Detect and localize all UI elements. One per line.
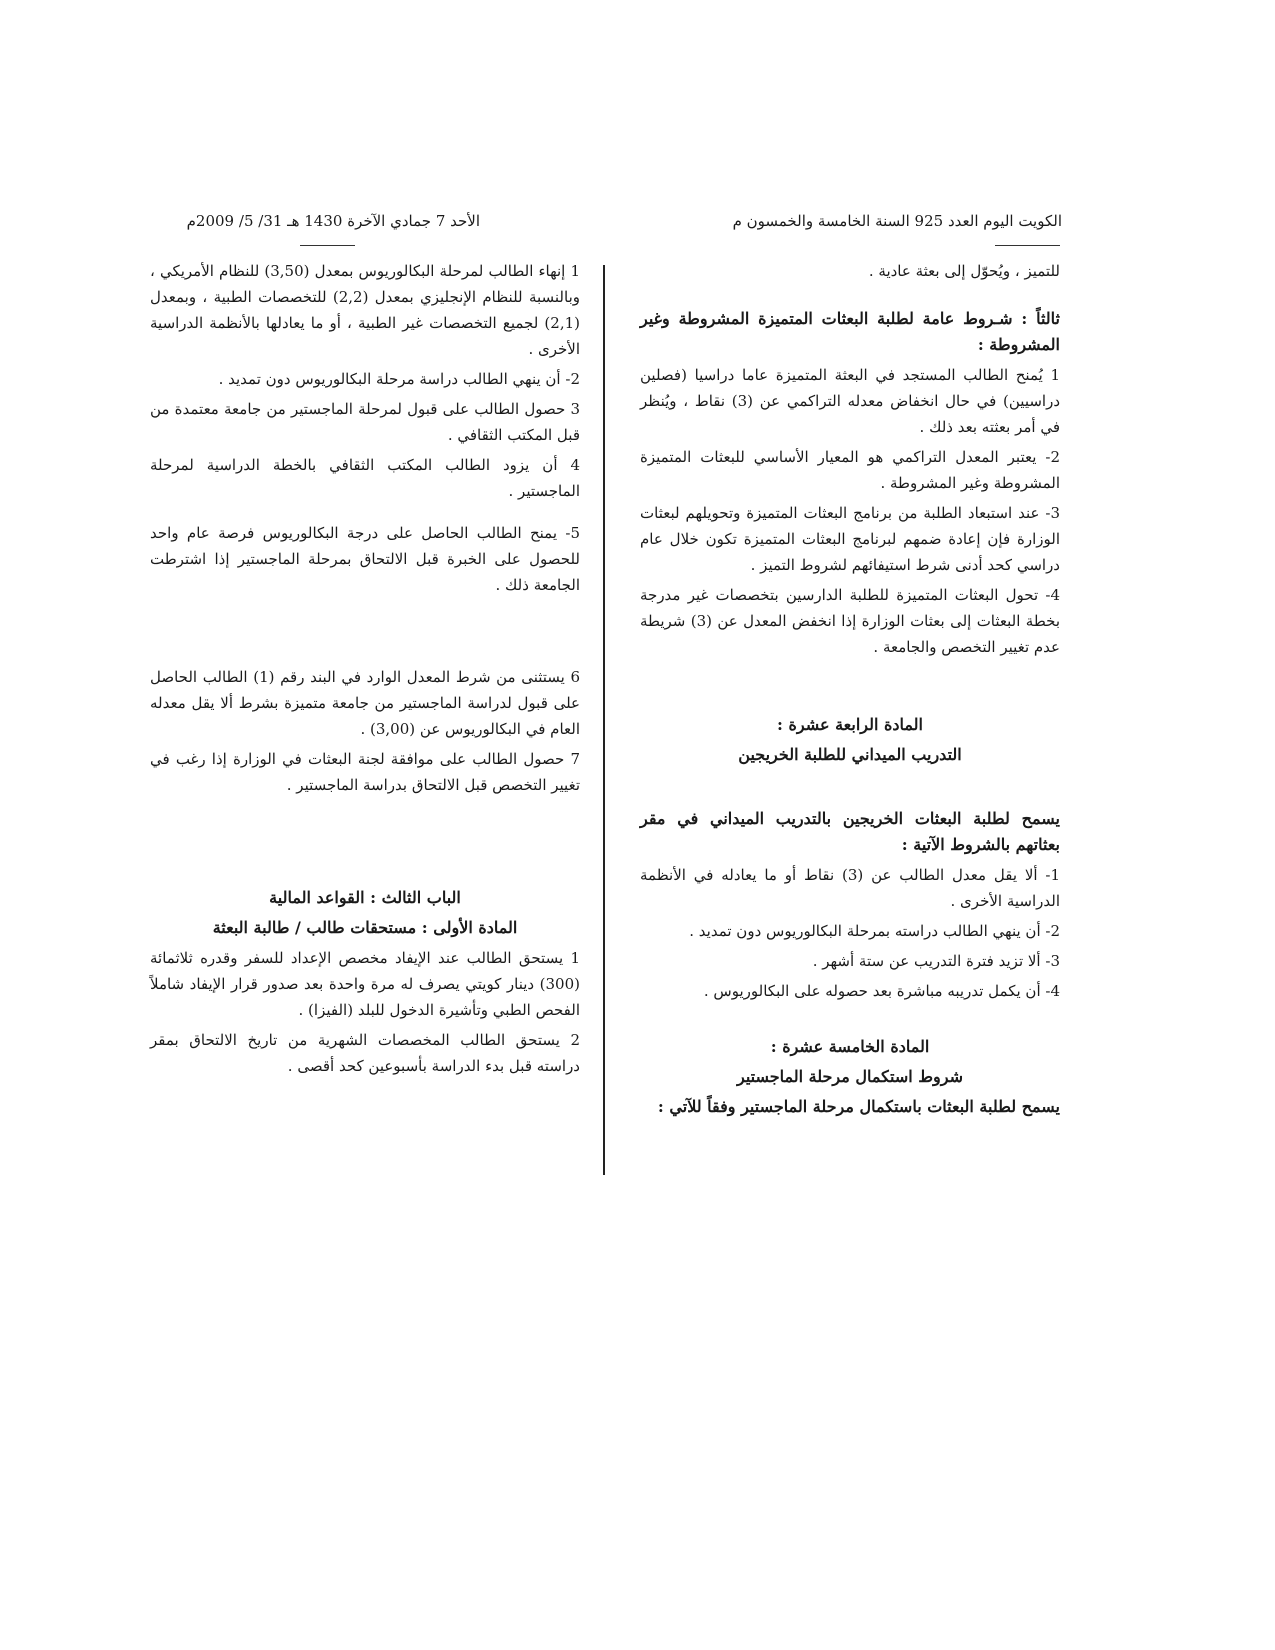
header-left: الأحد 7 جمادي الآخرة 1430 هـ 31/ 5/ 2009م — [186, 212, 480, 230]
header-underline-left — [300, 245, 355, 246]
article14-subtitle: التدريب الميداني للطلبة الخريجين — [738, 745, 962, 764]
chapter3-title: الباب الثالث : القواعد المالية — [269, 888, 461, 907]
financial-item-2: 2 يستحق الطالب المخصصات الشهرية من تاريخ الالتحاق بمقر دراسته قبل بدء الدراسة بأسبوعين كحد أقصى . — [150, 1031, 580, 1075]
left-column-top — [150, 258, 580, 602]
column-divider — [603, 265, 605, 1175]
header-underline-right — [995, 245, 1060, 246]
masters-condition-1: 1 إنهاء الطالب لمرحلة البكالوريوس بمعدل (3,50) للنظام الأمريكي ، وبالنسبة للنظام الإنجليزي بمعدل (2,2) للتخصصات الطبية ، وبمعدل (2,1) لجميع التخصصات غير الطبية ، أو ما يعادلها بالأنظمة الدراسية الأخرى . — [150, 262, 580, 358]
article14-intro: يسمح لطلبة البعثات الخريجين بالتدريب الميداني في مقر بعثاتهم بالشروط الآتية : — [640, 809, 1060, 854]
masters-condition-4: 4 أن يزود الطالب المكتب الثقافي بالخطة الدراسية لمرحلة الماجستير . — [150, 456, 580, 500]
section3-item-3: 3- عند استبعاد الطلبة من برنامج البعثات المتميزة وتحويلهم لبعثات الوزارة فإن إعادة ضمهم لبرنامج البعثات المتميزة تكون خلال عام دراسي كحد أدنى شرط استيفائهم لشروط التميز . — [640, 504, 1060, 574]
section3-item-4: 4- تحول البعثات المتميزة للطلبة الدارسين بتخصصات غير مدرجة بخطة البعثات إلى بعثات الوزارة إذا انخفض المعدل عن (3) شريطة عدم تغيير التخصص والجامعة . — [640, 586, 1060, 656]
article14-title: المادة الرابعة عشرة : — [777, 715, 923, 734]
article15-subtitle: شروط استكمال مرحلة الماجستير — [737, 1067, 963, 1086]
financial-item-1: 1 يستحق الطالب عند الإيفاد مخصص الإعداد للسفر وقدره ثلاثمائة (300) دينار كويتي يصرف له مرة واحدة بعد صدور قرار الإيفاد شاملاً الفحص الطبي وتأشيرة الدخول للبلد (الفيزا) . — [150, 949, 580, 1019]
header-right: الكويت اليوم العدد 925 السنة الخامسة والخمسون م — [732, 212, 1062, 230]
masters-condition-6: 6 يستثنى من شرط المعدل الوارد في البند رقم (1) الطالب الحاصل على قبول لدراسة الماجستير من جامعة متميزة بشرط ألا يقل معدله العام في البكالوريوس عن (3,00) . — [150, 668, 580, 738]
masters-condition-7: 7 حصول الطالب على موافقة لجنة البعثات في الوزارة إذا رغب في تغيير التخصص قبل الالتحاق بدراسة الماجستير . — [150, 750, 580, 794]
article14-item-1: 1- ألا يقل معدل الطالب عن (3) نقاط أو ما يعادله في الأنظمة الدراسية الأخرى . — [640, 866, 1060, 910]
article1-title: المادة الأولى : مستحقات طالب / طالبة البعثة — [212, 918, 518, 937]
continued-text: للتميز ، ويُحوّل إلى بعثة عادية . — [868, 262, 1060, 280]
left-column-middle — [150, 664, 580, 802]
left-column-financial — [150, 885, 580, 1083]
masters-condition-2: 2- أن ينهي الطالب دراسة مرحلة البكالوريوس دون تمديد . — [218, 370, 580, 388]
right-column-top — [640, 258, 1060, 664]
article14-item-4: 4- أن يكمل تدريبه مباشرة بعد حصوله على البكالوريوس . — [703, 982, 1060, 1000]
section3-heading: ثالثاً : شـروط عامة لطلبة البعثات المتميزة المشروطة وغير المشروطة : — [640, 309, 1060, 354]
article14-item-2: 2- أن ينهي الطالب دراسته بمرحلة البكالوريوس دون تمديد . — [689, 922, 1060, 940]
masters-condition-5: 5- يمنح الطالب الحاصل على درجة البكالوريوس فرصة عام واحد للحصول على الخبرة قبل الالتحاق بمرحلة الماجستير إذا اشترطت الجامعة ذلك . — [150, 524, 580, 594]
masters-condition-3: 3 حصول الطالب على قبول لمرحلة الماجستير من جامعة معتمدة من قبل المكتب الثقافي . — [150, 400, 580, 444]
article15-intro: يسمح لطلبة البعثات باستكمال مرحلة الماجستير وفقاً للآتي : — [657, 1097, 1060, 1116]
article15-title: المادة الخامسة عشرة : — [770, 1037, 930, 1056]
section3-item-2: 2- يعتبر المعدل التراكمي هو المعيار الأساسي للبعثات المتميزة المشروطة وغير المشروطة . — [640, 448, 1060, 492]
right-column-article14 — [640, 712, 1060, 1124]
article14-item-3: 3- ألا تزيد فترة التدريب عن ستة أشهر . — [812, 952, 1060, 970]
section3-item-1: 1 يُمنح الطالب المستجد في البعثة المتميزة عاما دراسيا (فصلين دراسيين) في حال انخفاض معدله التراكمي عن (3) نقاط ، ويُنظر في أمر بعثته بعد ذلك . — [640, 366, 1061, 436]
